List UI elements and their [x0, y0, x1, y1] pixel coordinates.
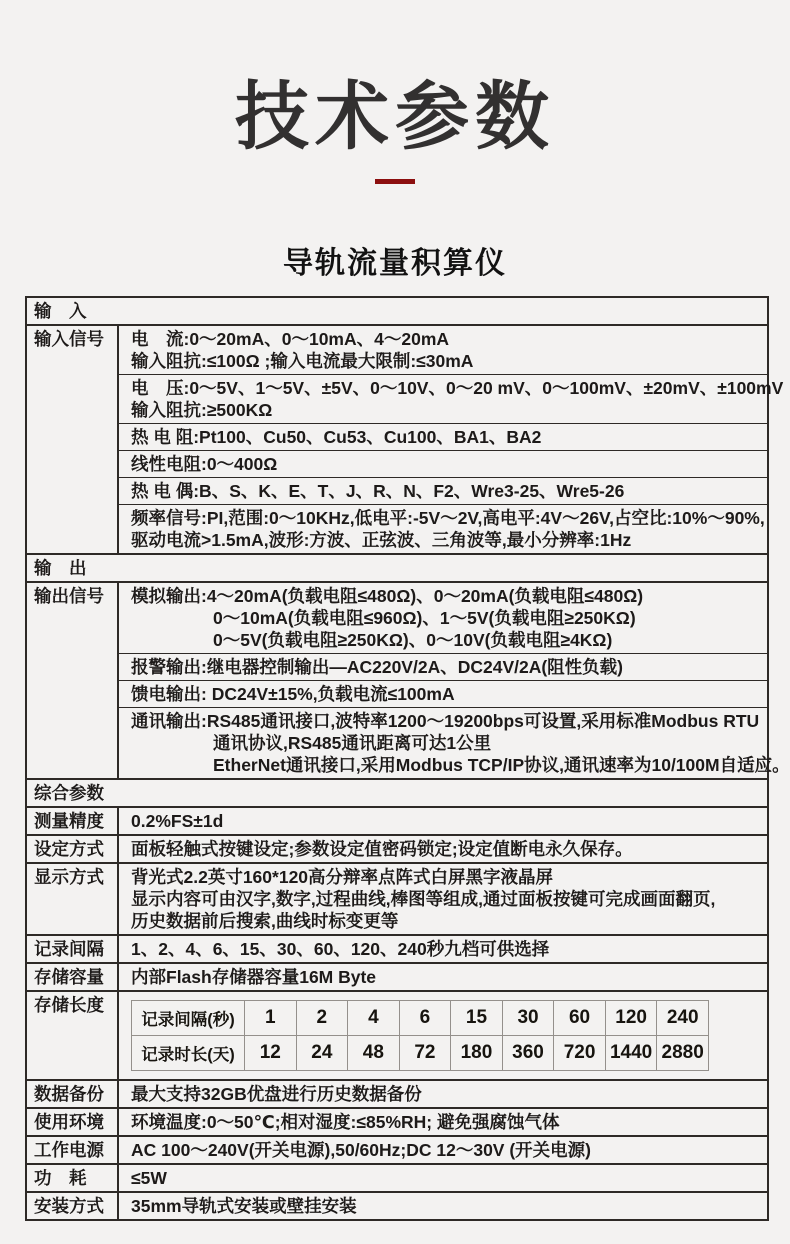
- storage-row-header: 记录时长(天): [132, 1035, 245, 1070]
- section-header: 综合参数: [34, 782, 104, 803]
- spec-text-line: 电 流:0～20mA、0～10mA、4～20mA: [131, 328, 450, 349]
- table-row: [27, 324, 784, 553]
- storage-cell-value: 720: [554, 1035, 606, 1070]
- spec-text-line: 频率信号:PI,范围:0～10KHz,低电平:-5V～2V,高电平:4V～26V,占空比:10%～90%,: [131, 507, 765, 528]
- storage-cell-value: 240: [657, 1000, 709, 1035]
- section-header: 输 入: [34, 300, 87, 321]
- table-row: [27, 990, 767, 1079]
- page-subtitle: 导轨流量积算仪: [283, 246, 507, 280]
- storage-cell-value: 1: [245, 1000, 297, 1035]
- spec-text-line: 输入阻抗:≥500KΩ: [131, 399, 273, 420]
- table-row: [27, 1107, 767, 1135]
- storage-table-cell: [119, 992, 767, 1079]
- spec-text-line: 0～5V(负载电阻≥250KΩ)、0～10V(负载电阻≥4KΩ): [213, 629, 613, 650]
- spec-content-cell: [119, 1137, 767, 1163]
- row-label: 输出信号: [27, 583, 119, 778]
- spec-content-cell: [119, 1109, 767, 1135]
- spec-text-line: 输入阻抗:≤100Ω ;输入电流最大限制:≤30mA: [131, 350, 474, 371]
- spec-text-line: 1、2、4、6、15、30、60、120、240秒九档可供选择: [131, 938, 550, 959]
- storage-cell-value: 24: [296, 1035, 348, 1070]
- spec-text-line: 通讯输出:RS485通讯接口,波特率1200～19200bps可设置,采用标准Modbus RTU: [131, 710, 760, 731]
- spec-text-line: 线性电阻:0～400Ω: [131, 453, 278, 474]
- spec-text-line: 通讯协议,RS485通讯距离可达1公里: [213, 732, 492, 753]
- storage-cell-value: 1440: [605, 1035, 657, 1070]
- spec-text-line: 0.2%FS±1d: [131, 810, 224, 831]
- table-row: [27, 1191, 767, 1219]
- spec-text-line: 报警输出:继电器控制输出—AC220V/2A、DC24V/2A(阻性负载): [131, 656, 624, 677]
- spec-content-cell: [119, 1193, 767, 1219]
- row-label: 数据备份: [27, 1081, 119, 1107]
- spec-sub-cell: [119, 653, 767, 680]
- table-row: [27, 934, 767, 962]
- spec-sub-cell: [119, 450, 767, 477]
- spec-content-cell: [119, 864, 767, 934]
- spec-text-line: 背光式2.2英寸160*120高分辩率点阵式白屏黑字液晶屏: [131, 866, 554, 887]
- row-label: 输入信号: [27, 326, 119, 553]
- spec-text-line: 0～10mA(负载电阻≤960Ω)、1～5V(负载电阻≥250KΩ): [213, 607, 636, 628]
- row-label: 记录间隔: [27, 936, 119, 962]
- storage-cell-value: 2880: [657, 1035, 709, 1070]
- storage-cell-value: 30: [502, 1000, 554, 1035]
- spec-text-line: 面板轻触式按键设定;参数设定值密码锁定;设定值断电永久保存。: [131, 838, 633, 859]
- spec-text-line: 馈电输出: DC24V±15%,负载电流≤100mA: [131, 683, 455, 704]
- spec-text-line: EtherNet通讯接口,采用Modbus TCP/IP协议,通讯速率为10/100M自适应。: [213, 754, 790, 775]
- spec-text-line: 热 电 阻:Pt100、Cu50、Cu53、Cu100、BA1、BA2: [131, 426, 542, 447]
- group-cells: [119, 583, 790, 778]
- title-accent-dash: [375, 179, 415, 184]
- storage-cell-value: 72: [399, 1035, 451, 1070]
- spec-text-line: 历史数据前后搜索,曲线时标变更等: [131, 910, 399, 931]
- spec-sub-cell: [119, 423, 767, 450]
- page-title: 技术参数: [235, 75, 555, 158]
- storage-cell-value: 60: [554, 1000, 606, 1035]
- spec-sub-cell: [119, 374, 784, 423]
- storage-cell-value: 120: [605, 1000, 657, 1035]
- storage-cell-value: 360: [502, 1035, 554, 1070]
- spec-text-line: 显示内容可由汉字,数字,过程曲线,棒图等组成,通过面板按键可完成画面翻页,: [131, 888, 716, 909]
- spec-sub-cell: [119, 326, 767, 374]
- row-label: 设定方式: [27, 836, 119, 862]
- row-label: 显示方式: [27, 864, 119, 934]
- table-row: [27, 834, 767, 862]
- table-row: [27, 581, 790, 778]
- spec-text-line: 环境温度:0～50℃;相对湿度:≤85%RH; 避免强腐蚀气体: [131, 1111, 560, 1132]
- spec-content-cell: [119, 936, 767, 962]
- spec-table: [25, 296, 790, 1221]
- storage-cell-value: 48: [348, 1035, 400, 1070]
- row-label: 测量精度: [27, 808, 119, 834]
- row-label: 存储长度: [27, 992, 119, 1079]
- spec-sub-cell: [119, 504, 767, 553]
- table-row: [27, 806, 767, 834]
- spec-sub-cell: [119, 707, 790, 778]
- storage-cell-value: 15: [451, 1000, 503, 1035]
- row-label: 安装方式: [27, 1193, 119, 1219]
- group-cells: [119, 326, 784, 553]
- row-label: 使用环境: [27, 1109, 119, 1135]
- storage-cell-value: 12: [245, 1035, 297, 1070]
- storage-row-header: 记录间隔(秒): [132, 1000, 245, 1035]
- spec-text-line: 内部Flash存储器容量16M Byte: [131, 966, 377, 987]
- spec-text-line: AC 100～240V(开关电源),50/60Hz;DC 12～30V (开关电源): [131, 1139, 591, 1160]
- storage-table-row: [132, 1000, 709, 1035]
- table-row: [27, 862, 767, 934]
- spec-text-line: 模拟输出:4～20mA(负载电阻≤480Ω)、0～20mA(负载电阻≤480Ω): [131, 585, 644, 606]
- spec-content-cell: [119, 808, 767, 834]
- spec-content-cell: [119, 964, 767, 990]
- section-header: 输 出: [34, 557, 87, 578]
- table-row: [27, 962, 767, 990]
- spec-content-cell: [119, 1165, 767, 1191]
- row-label: 工作电源: [27, 1137, 119, 1163]
- storage-cell-value: 4: [348, 1000, 400, 1035]
- storage-table: [131, 1000, 709, 1071]
- spec-content-cell: [119, 1081, 767, 1107]
- spec-sub-cell: [119, 583, 767, 653]
- storage-cell-value: 180: [451, 1035, 503, 1070]
- spec-text-line: 35mm导轨式安装或壁挂安装: [131, 1195, 357, 1216]
- row-label: 存储容量: [27, 964, 119, 990]
- storage-table-row: [132, 1035, 709, 1070]
- storage-cell-value: 6: [399, 1000, 451, 1035]
- spec-content-cell: [119, 836, 767, 862]
- spec-text-line: ≤5W: [131, 1167, 167, 1188]
- spec-sub-cell: [119, 477, 767, 504]
- section-header-row: [27, 778, 767, 806]
- table-row: [27, 1079, 767, 1107]
- table-row: [27, 1135, 767, 1163]
- spec-text-line: 驱动电流>1.5mA,波形:方波、正弦波、三角波等,最小分辨率:1Hz: [131, 529, 632, 550]
- spec-text-line: 电 压:0～5V、1～5V、±5V、0～10V、0～20 mV、0～100mV、±20mV、±100mV: [131, 377, 784, 398]
- spec-text-line: 最大支持32GB优盘进行历史数据备份: [131, 1083, 422, 1104]
- spec-sub-cell: [119, 680, 767, 707]
- section-header-row: [27, 298, 767, 324]
- storage-cell-value: 2: [296, 1000, 348, 1035]
- section-header-row: [27, 553, 767, 581]
- table-row: [27, 1163, 767, 1191]
- spec-text-line: 热 电 偶:B、S、K、E、T、J、R、N、F2、Wre3-25、Wre5-26: [131, 480, 625, 501]
- row-label: 功 耗: [27, 1165, 119, 1191]
